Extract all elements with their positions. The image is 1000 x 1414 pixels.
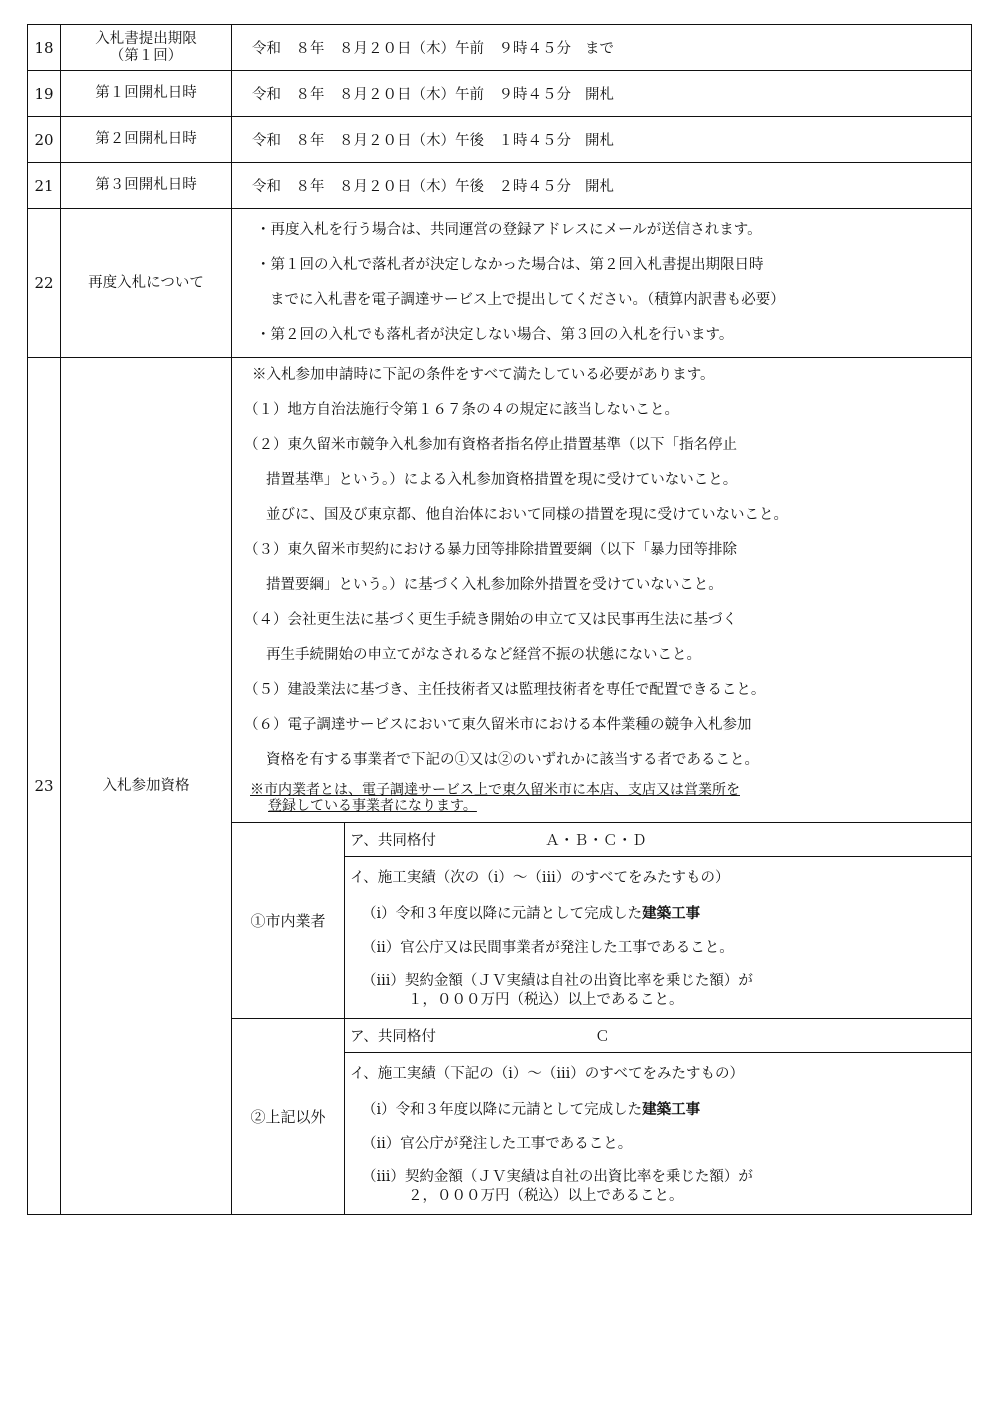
condition-line: 措置基準」という。）による入札参加資格措置を現に受けていないこと。 [266,472,738,488]
condition-line: 措置要綱」という。）に基づく入札参加除外措置を受けていないこと。 [266,577,723,593]
record-cell [345,1053,972,1215]
row-item: 入札参加資格 [61,358,232,1215]
condition-line: （５）建設業法に基づき、主任技術者又は監理技術者を専任で配置できること。 [244,682,766,698]
grade-cell [345,823,972,857]
condition-line: （６）電子調達サービスにおいて東久留米市における本件業種の競争入札参加 [244,717,752,733]
rebid-line: ・第２回の入札でも落札者が決定しない場合、第３回の入札を行います。 [256,327,734,343]
grade-cell [345,1019,972,1053]
bid-info-table [27,24,972,1215]
condition-line: 並びに、国及び東京都、他自治体において同様の措置を現に受けていないこと。 [266,507,788,523]
row-value [232,163,972,209]
record-iii: （ⅲ）契約金額（ＪＶ実績は自社の出資比率を乗じた額）が １，０００万円（税込）以上であること。 [362,973,753,1008]
row-suffix: まで [585,41,614,57]
row-number: 23 [28,358,61,1215]
grade-label: ア、共同格付 [350,833,436,849]
record-i: （ⅰ）令和３年度以降に元請として完成した建築工事 [362,1101,701,1118]
category-label: ①市内業者 [232,823,345,1019]
row-suffix: 開札 [585,179,614,195]
grade-value: Ａ・Ｂ・Ｃ・Ｄ [545,833,647,849]
rebid-line: ・第１回の入札で落札者が決定しなかった場合は、第２回入札書提出期限日時 [256,257,764,273]
table-row [28,163,972,209]
qualification-conditions [232,358,971,822]
qualification-content [232,358,972,1215]
rebid-text [232,209,972,358]
grade-value: Ｃ [595,1029,610,1045]
note-line1: ※市内業者とは、電子調達サービス上で東久留米市に本店、支店又は営業所を [250,782,740,798]
row-item [61,25,232,71]
row-number: 20 [28,117,61,163]
record-i: （ⅰ）令和３年度以降に元請として完成した建築工事 [362,905,701,922]
condition-line: 再生手続開始の申立てがなされるなど経営不振の状態にないこと。 [266,647,701,663]
row-item: 第３回開札日時 [61,163,232,209]
row-date: 令和 ８年 ８月２０日（木）午前 ９時４５分 [252,87,571,103]
row-value [232,71,972,117]
table-row [28,71,972,117]
category-row [232,1019,972,1053]
row-value [232,25,972,71]
condition-line: （４）会社更生法に基づく更生手続き開始の申立て又は民事再生法に基づく [244,612,737,628]
category-label: ②上記以外 [232,1019,345,1215]
row-date: 令和 ８年 ８月２０日（木）午後 １時４５分 [252,133,571,149]
row-suffix: 開札 [585,133,614,149]
record-cell [345,857,972,1019]
grade-label: ア、共同格付 [350,1029,436,1045]
category-table [231,822,972,1215]
row-item: 第１回開札日時 [61,71,232,117]
row-number: 19 [28,71,61,117]
rebid-line: までに入札書を電子調達サービス上で提出してください。（積算内訳書も必要） [270,292,785,308]
condition-line: （２）東久留米市競争入札参加有資格者指名停止措置基準（以下「指名停止 [244,437,737,453]
condition-line: 資格を有する事業者で下記の①又は②のいずれかに該当する者であること。 [266,752,759,768]
row-value [232,117,972,163]
record-ii: （ⅱ）官公庁又は民間事業者が発注した工事であること。 [362,940,734,956]
record-ii: （ⅱ）官公庁が発注した工事であること。 [362,1136,633,1152]
condition-line: （３）東久留米市契約における暴力団等排除措置要綱（以下「暴力団等排除 [244,542,737,558]
row-date: 令和 ８年 ８月２０日（木）午後 ２時４５分 [252,179,571,195]
row-item-line2: （第１回） [109,47,183,64]
rebid-line: ・再度入札を行う場合は、共同運営の登録アドレスにメールが送信されます。 [256,222,762,238]
row-item: 再度入札について [61,209,232,358]
row-number: 21 [28,163,61,209]
row-item: 第２回開札日時 [61,117,232,163]
row-date: 令和 ８年 ８月２０日（木）午前 ９時４５分 [252,41,571,57]
row-number: 18 [28,25,61,71]
category-row [232,823,972,857]
condition-line: （１）地方自治法施行令第１６７条の４の規定に該当しないこと。 [244,402,679,418]
table-row [28,358,972,1215]
row-suffix: 開札 [585,87,614,103]
table-row [28,117,972,163]
table-row [28,209,972,358]
record-title: イ、施工実績（下記の（ⅰ）～（ⅲ）のすべてをみたすもの） [350,1066,744,1082]
record-title: イ、施工実績（次の（ⅰ）～（ⅲ）のすべてをみたすもの） [350,870,730,886]
record-iii: （ⅲ）契約金額（ＪＶ実績は自社の出資比率を乗じた額）が ２，０００万円（税込）以上であること。 [362,1169,753,1204]
condition-line: ※入札参加申請時に下記の条件をすべて満たしている必要があります。 [252,367,715,383]
note [244,782,971,814]
row-number: 22 [28,209,61,358]
row-item-line1: 入札書提出期限 [95,30,197,47]
note-line2: 登録している事業者になります。 [268,798,477,814]
table-row [28,25,972,71]
